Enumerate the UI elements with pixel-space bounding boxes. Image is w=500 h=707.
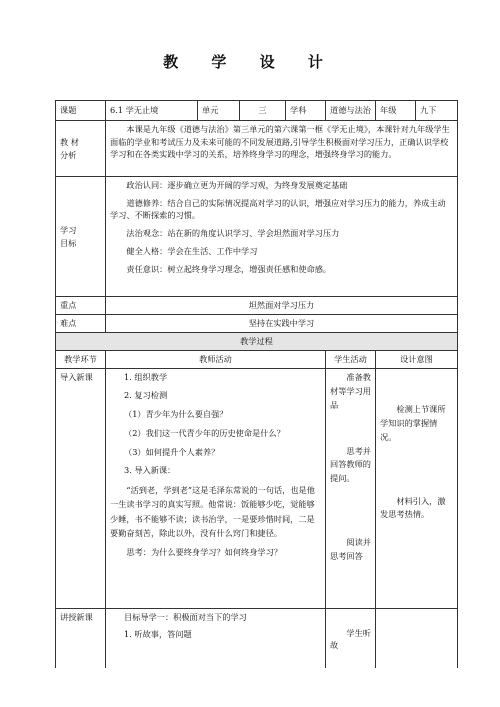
newlesson-intent-cell bbox=[376, 608, 458, 668]
student-activity: 准备教材等学习用品 bbox=[330, 371, 371, 410]
col-header-teacher: 教师活动 bbox=[106, 351, 326, 369]
grade-label: 年级 bbox=[376, 101, 416, 121]
newlesson-step: 1. 听故事，答问题 bbox=[124, 629, 192, 640]
student-activity: 学生听故 bbox=[330, 627, 371, 651]
intro-step: 1. 组织教学 bbox=[124, 371, 168, 382]
intro-step: 2. 复习检测 bbox=[124, 390, 168, 401]
newlesson-stage: 讲授新课 bbox=[56, 608, 106, 668]
review-question: （1）青少年为什么要自强？ bbox=[124, 409, 228, 420]
review-question: （2）我们这一代青少年的历史使命是什么？ bbox=[124, 427, 285, 438]
intro-row bbox=[56, 368, 458, 608]
analysis-row bbox=[56, 121, 458, 177]
difficulty-value: 坚持在实践中学习 bbox=[106, 315, 458, 333]
unit-label: 单元 bbox=[198, 101, 240, 121]
col-header-intent: 设计意图 bbox=[376, 351, 458, 369]
newlesson-student-cell bbox=[326, 608, 376, 668]
intro-teacher-cell bbox=[106, 368, 326, 608]
objective-item: 道德修养：结合自己的实际情况提高对学习的认识，增强应对学习压力的能力，养成主动学习、不断探索的习惯。 bbox=[110, 197, 446, 221]
topic-value: 6.1 学无止境 bbox=[106, 101, 198, 121]
topic-label: 课题 bbox=[56, 101, 106, 121]
key-point-value: 坦然面对学习压力 bbox=[106, 297, 458, 315]
intro-passage: “活到老，学到老”这是毛泽东常说的一句话，也是他一生读书学习的真实写照。他常说：饭能够少吃，觉能够少睡，书不能够不读；读书治学，一是要珍惜时间，二是要勤奋刻苦，除此以外，没有什么窍门和捷径。 bbox=[110, 484, 315, 538]
unit-value: 三 bbox=[240, 101, 286, 121]
intro-question: 思考：为什么要终身学习？如何终身学习？ bbox=[126, 547, 282, 558]
key-point-row bbox=[56, 297, 458, 315]
objectives-label: 学习 目标 bbox=[56, 177, 106, 297]
page-title: 教 学 设 计 bbox=[163, 53, 337, 71]
column-header-row bbox=[56, 351, 458, 369]
newlesson-row bbox=[56, 608, 458, 668]
difficulty-row bbox=[56, 315, 458, 333]
subject-label: 学科 bbox=[286, 101, 326, 121]
objectives-row bbox=[56, 177, 458, 297]
intro-intent-cell bbox=[376, 368, 458, 608]
difficulty-label: 难点 bbox=[56, 315, 106, 333]
design-intent: 检测上节课所学知识的掌握情况。 bbox=[380, 403, 446, 442]
process-header-row bbox=[56, 333, 458, 351]
objectives-cell bbox=[106, 177, 458, 297]
student-activity: 思考并回答教师的提问。 bbox=[330, 445, 371, 484]
objective-item: 健全人格：学会在生活、工作中学习 bbox=[126, 245, 258, 256]
objective-item: 法治观念：站在新的角度认识学习、学会坦然面对学习压力 bbox=[126, 228, 340, 239]
intro-student-cell bbox=[326, 368, 376, 608]
design-intent: 材料引入，激发思考热情。 bbox=[380, 495, 446, 520]
objective-item: 责任意识：树立起终身学习理念，增强责任感和使命感。 bbox=[126, 263, 332, 274]
topic-row bbox=[56, 101, 458, 121]
analysis-cell bbox=[106, 121, 458, 177]
analysis-text: 本课是九年级《道德与法治》第三单元的第六课第一框《学无止境》，本课针对九年级学生面临的学业和考试压力及未来可能的不同发展道路,引导学生积极面对学习压力，正确认识学校学习和在各类实践中学习的关系，培养终身学习的理念，增强终身学习的能力。 bbox=[110, 124, 450, 160]
subject-value: 道德与法治 bbox=[326, 101, 376, 121]
newlesson-goal: 目标导学一：积极面对当下的学习 bbox=[124, 611, 247, 622]
analysis-label: 教 材 分析 bbox=[56, 121, 106, 177]
newlesson-teacher-cell bbox=[106, 608, 326, 668]
col-header-student: 学生活动 bbox=[326, 351, 376, 369]
key-point-label: 重点 bbox=[56, 297, 106, 315]
intro-step: 3. 导入新课： bbox=[124, 465, 176, 476]
review-question: （3）如何提升个人素养？ bbox=[124, 446, 220, 457]
col-header-stage: 教学环节 bbox=[56, 351, 106, 369]
intro-stage: 导入新课 bbox=[56, 368, 106, 608]
lesson-plan-table bbox=[55, 100, 458, 668]
objective-item: 政治认同：逐步确立更为开阔的学习观，为终身发展奠定基础 bbox=[126, 180, 348, 190]
grade-value: 九下 bbox=[416, 101, 458, 121]
student-activity: 阅读并思考回答 bbox=[330, 537, 371, 562]
process-header: 教学过程 bbox=[56, 333, 458, 351]
